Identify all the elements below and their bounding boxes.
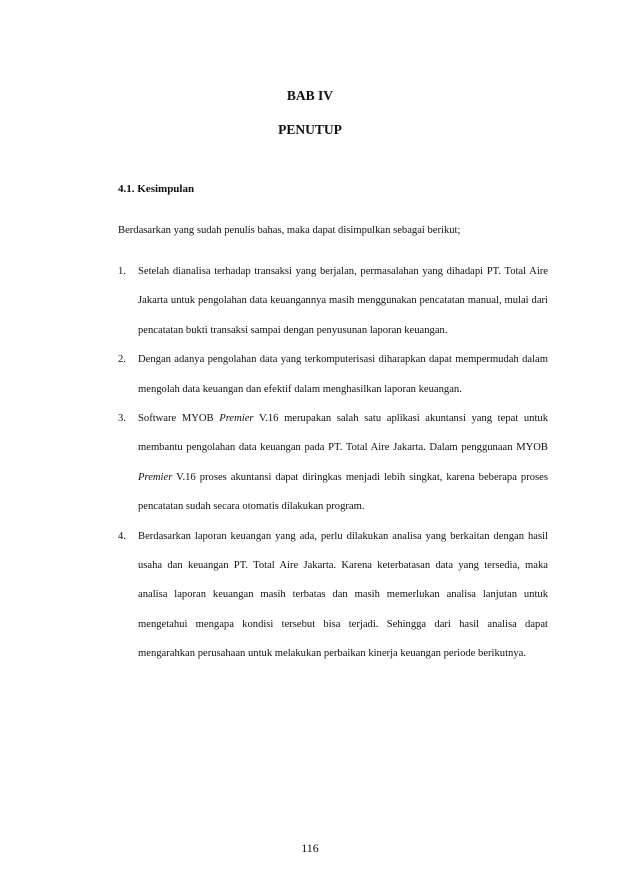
list-item-number: 2. <box>118 354 126 366</box>
list-item-text-part: V.16 proses akuntansi dapat diringkas menjadi lebih singkat, karena beberapa proses pencatatan sudah secara otomatis dilakukan program. <box>138 471 548 513</box>
page-number: 116 <box>301 841 319 855</box>
list-item-text <box>138 413 548 512</box>
chapter-heading: BAB IV <box>286 88 334 103</box>
conclusion-list <box>118 257 548 669</box>
list-item-number: 1. <box>118 266 126 277</box>
intro-paragraph: Berdasarkan yang sudah penulis bahas, maka dapat disimpulkan sebagai berikut; <box>118 225 461 236</box>
list-item-text-part: Software MYOB <box>138 413 220 425</box>
list-item-text-part: V.16 merupakan salah satu aplikasi akuntansi yang tepat untuk membantu pengolahan data keuangan pada PT. Total Aire Jakarta. Dalam penggunaan MYOB <box>138 413 548 454</box>
list-item <box>118 345 548 404</box>
list-item <box>118 404 548 522</box>
list-item <box>118 522 548 669</box>
list-item-number: 3. <box>118 413 126 425</box>
section-heading: 4.1. Kesimpulan <box>118 183 195 195</box>
chapter-title: PENUTUP <box>278 122 342 137</box>
list-item-number: 4. <box>118 530 126 542</box>
list-item <box>118 257 548 345</box>
software-name-italic: Premier <box>219 413 254 425</box>
list-item-text: Dengan adanya pengolahan data yang terkomputerisasi diharapkan dapat mempermudah dalam mengolah data keuangan dan efektif dalam menghasilkan laporan keuangan. <box>138 354 548 395</box>
list-item-text: Setelah dianalisa terhadap transaksi yang berjalan, permasalahan yang dihadapi PT. Total Aire Jakarta untuk pengolahan data keuangannya masih menggunakan pencatatan manual, mulai dari pencatatan bukti transaksi sampai dengan penyusunan laporan keuangan. <box>138 266 548 336</box>
list-item-text: Berdasarkan laporan keuangan yang ada, perlu dilakukan analisa yang berkaitan dengan hasil usaha dan keuangan PT. Total Aire Jakarta. Karena keterbatasan data yang tersedia, maka analisa laporan keuangan masih terbatas dan masih memerlukan analisa lanjutan untuk mengetahui mengapa kondisi tersebut bisa terjadi. Sehingga dari hasil analisa dapat mengarahkan perusahaan untuk melakukan perbaikan kinerja keuangan periode berikutnya. <box>138 530 548 660</box>
software-name-italic: Premier <box>138 471 173 483</box>
